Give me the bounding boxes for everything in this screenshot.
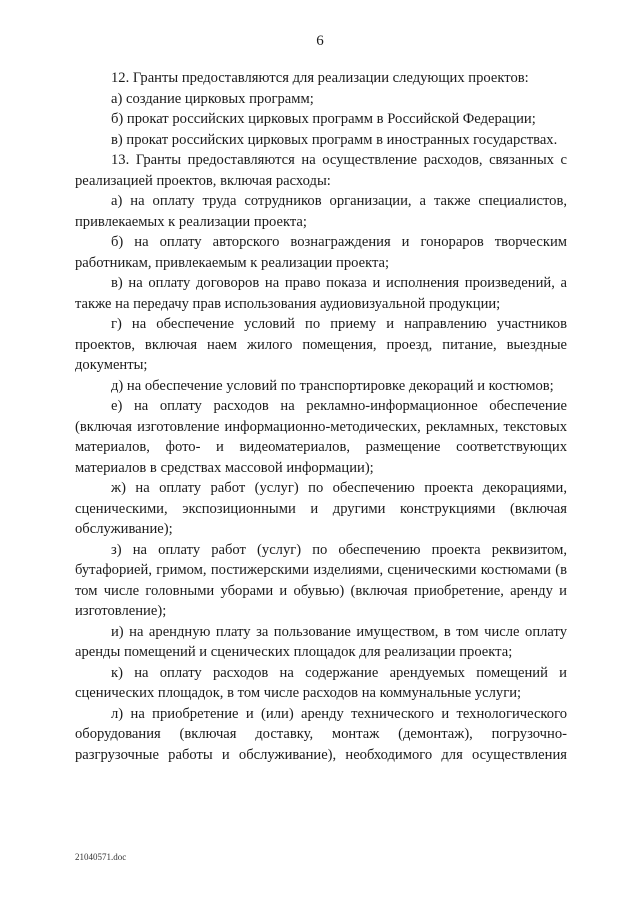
item-13-l: л) на приобретение и (или) аренду технического и технологического оборудования (включая доставку, монтаж (демонтаж), погрузочно-разгрузочные работы и обслуживание), необходимого для осуществления <box>75 705 567 763</box>
page-number: 6 <box>316 33 324 49</box>
item-12-b: б) прокат российских цирковых программ в Российской Федерации; <box>111 111 536 127</box>
paragraph-12: 12. Гранты предоставляются для реализации следующих проектов: <box>111 70 529 86</box>
item-13-e: е) на оплату расходов на рекламно-информационное обеспечение (включая изготовление информационно-методических, рекламных, текстовых материалов, фото- и видеоматериалов, размещение соответствующих материалов в средствах массовой информации); <box>75 398 567 476</box>
item-13-z: з) на оплату работ (услуг) по обеспечению проекта реквизитом, бутафорией, гримом, постижерскими изделиями, сценическими костюмами (в том числе головными уборами и обувью) (включая приобретение, аренду и изготовление); <box>75 541 567 619</box>
item-13-v: в) на оплату договоров на право показа и исполнения произведений, а также на передачу прав использования аудиовизуальной продукции; <box>75 275 567 312</box>
item-13-d: д) на обеспечение условий по транспортировке декораций и костюмов; <box>111 377 554 394</box>
file-name-footer: 21040571.doc <box>75 852 127 862</box>
item-12-a: а) создание цирковых программ; <box>111 90 314 107</box>
item-13-i: и) на арендную плату за пользование имуществом, в том числе оплату аренды помещений и сценических площадок для реализации проекта; <box>75 623 567 660</box>
document-body <box>75 68 567 765</box>
paragraph-13: 13. Гранты предоставляются на осуществление расходов, связанных с реализацией проектов, включая расходы: <box>75 152 567 189</box>
item-13-g: г) на обеспечение условий по приему и направлению участников проектов, включая наем жилого помещения, проезд, питание, выездные документы; <box>75 316 567 373</box>
item-13-b: б) на оплату авторского вознаграждения и гонораров творческим работникам, привлекаемым к реализации проекта; <box>75 234 567 271</box>
item-13-k: к) на оплату расходов на содержание арендуемых помещений и сценических площадок, в том числе расходов на коммунальные услуги; <box>75 664 567 701</box>
item-13-a: а) на оплату труда сотрудников организации, а также специалистов, привлекаемых к реализации проекта; <box>75 193 567 230</box>
item-12-v: в) прокат российских цирковых программ в иностранных государствах. <box>111 131 558 148</box>
item-13-zh: ж) на оплату работ (услуг) по обеспечению проекта декорациями, сценическими, экспозиционными и другими конструкциями (включая обслуживание); <box>75 480 567 537</box>
